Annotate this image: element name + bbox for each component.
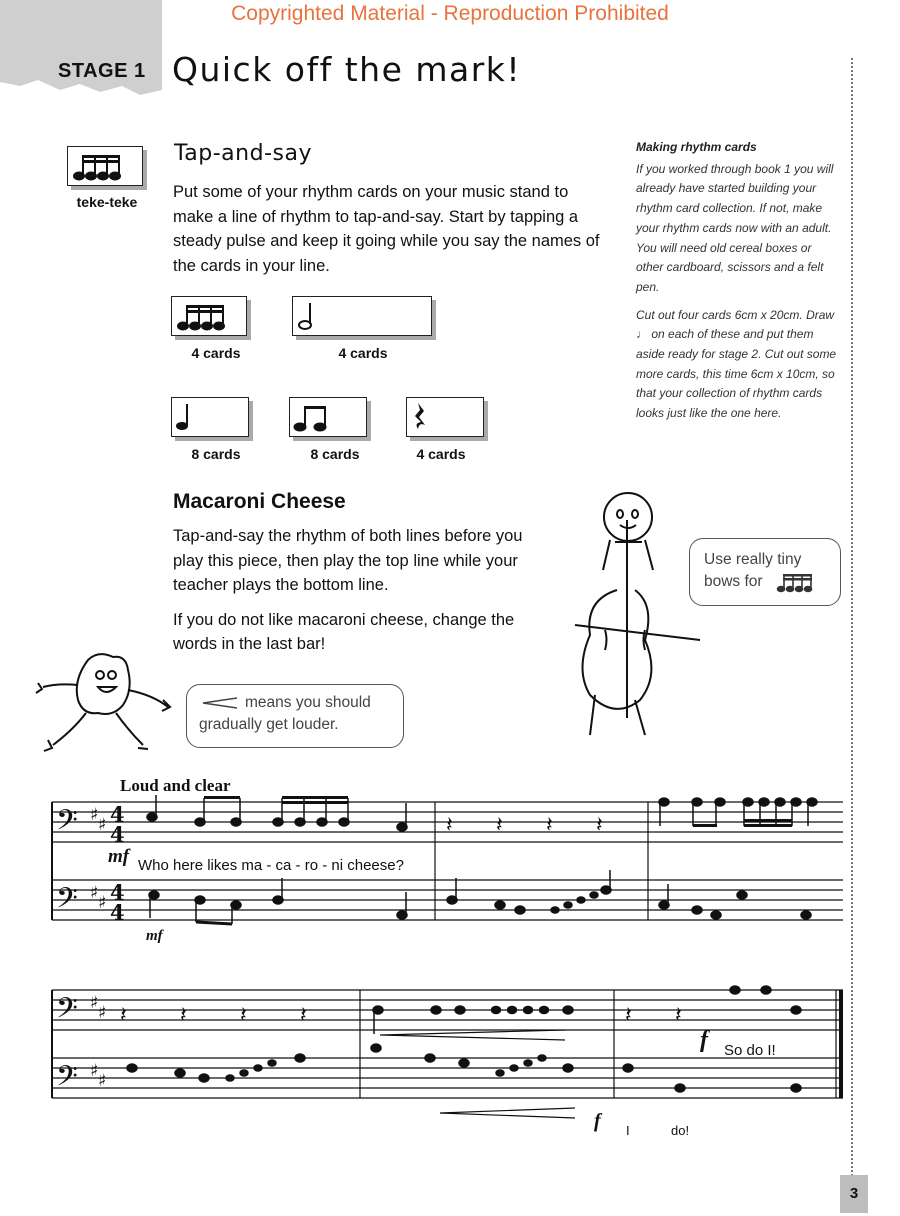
sharp-icon: ♯ [98,815,107,835]
rhythm-card-sixteenths [171,296,247,336]
quavers-icon [290,398,366,436]
sharp-icon: ♯ [98,1003,107,1023]
svg-text:𝄽: 𝄽 [180,1003,187,1028]
svg-text:𝄽: 𝄽 [675,1003,682,1028]
crescendo-speech-bubble [186,684,404,748]
crescendo-text: means you should gradually get louder. [199,694,371,733]
lyrics-do: do! [671,1123,690,1138]
lyrics-line-1: Who here likes ma - ca - ro - ni cheese? [138,857,404,874]
tap-and-say-heading: Tap-and-say [174,141,312,166]
crotchet-icon [172,398,248,436]
cello-character-illustration [565,490,705,750]
svg-text:𝄽: 𝄽 [546,813,553,838]
making-rhythm-cards-sidebar [636,138,841,432]
rhythm-card-minim [292,296,432,336]
svg-text:𝄽: 𝄽 [446,813,453,838]
sharp-icon: ♯ [90,805,99,825]
macaroni-paragraph: Tap-and-say the rhythm of both lines before you play this piece, then play the top line while your teacher plays the bottom line. [173,527,523,594]
card-count-label: 8 cards [310,446,360,462]
sidebar-paragraph: If you worked through book 1 you will already have started building your rhythm card collection. If not, make your rhythm cards now with an adult. You will need old cereal boxes or other cardboard, scissors and a felt pen. [636,161,834,294]
svg-text:𝄽: 𝄽 [300,1003,307,1028]
sixteenth-notes-icon [776,571,818,593]
dynamic-marking: f [700,1027,708,1053]
tempo-marking: Loud and clear [120,776,231,795]
macaroni-text [173,524,543,667]
sidebar-title: Making rhythm cards [636,140,757,154]
svg-text:𝄽: 𝄽 [625,1003,632,1028]
bass-clef-icon: 𝄢 [56,1060,78,1100]
card-count-label: 4 cards [338,345,388,361]
time-signature: 4 [110,900,125,925]
sixteenth-notes-icon [172,297,246,335]
page-number: 3 [840,1175,868,1213]
notes [120,795,817,1092]
dynamic-marking: mf [146,928,163,944]
tiny-bows-speech-bubble [689,538,841,606]
time-signature: 4 [110,802,125,827]
lyrics-i: I [626,1123,630,1138]
svg-text:𝄽: 𝄽 [596,813,603,838]
card-count-label: 8 cards [191,446,241,462]
svg-text:𝄽: 𝄽 [240,1003,247,1028]
teke-teke-label: teke-teke [76,194,138,210]
time-signature: 4 [110,880,125,905]
macaroni-cheese-heading: Macaroni Cheese [173,490,346,513]
sharp-icon: ♯ [98,893,107,913]
sharp-icon: ♯ [90,1061,99,1081]
rhythm-card-rest [406,397,484,437]
sharp-icon: ♯ [90,993,99,1013]
svg-text:𝄽: 𝄽 [120,1003,127,1028]
crotchet-rest-icon [407,398,483,436]
stage-label: STAGE 1 [58,60,146,82]
tap-and-say-text: Put some of your rhythm cards on your music stand to make a line of rhythm to tap-and-say. Start by tapping a steady pulse and keep it going while you say the names of the cards in your line. [173,183,600,275]
rhythm-card-quavers [289,397,367,437]
monster-character-illustration [28,645,178,765]
music-score [0,790,900,1170]
rhythm-card-crotchet [171,397,249,437]
teke-teke-card [67,146,143,186]
bass-clef-icon: 𝄢 [56,992,78,1032]
time-signature: 4 [110,822,125,847]
card-count-label: 4 cards [191,345,241,361]
copyright-watermark: Copyrighted Material - Reproduction Prohibited [231,2,669,25]
crescendo-hairpin [380,1030,575,1118]
lyrics-so-do-i: So do I! [724,1042,776,1059]
sixteenth-notes-icon [68,147,142,185]
bass-clef-icon: 𝄢 [56,804,78,844]
minim-icon [293,297,431,335]
sharp-icon: ♯ [98,1071,107,1091]
tiny-bows-text: Use really tiny [704,551,802,568]
dynamic-marking: mf [108,846,130,867]
macaroni-paragraph: If you do not like macaroni cheese, change the words in the last bar! [173,610,515,653]
stage-tab [0,0,162,100]
card-count-label: 4 cards [416,446,466,462]
bass-clef-icon: 𝄢 [56,882,78,922]
tiny-bows-text: bows for [704,573,763,590]
svg-text:𝄽: 𝄽 [496,813,503,838]
sharp-icon: ♯ [90,883,99,903]
page-title: Quick off the mark! [172,50,522,89]
dynamic-marking: f [594,1110,601,1132]
sidebar-paragraph: Cut out four cards 6cm x 20cm. Draw ♩ on each of these and put them aside ready for stage 2. Cut out some more cards, this time 6cm x 10cm, so that your collection of rhythm cards looks just like the one here. [636,307,837,421]
